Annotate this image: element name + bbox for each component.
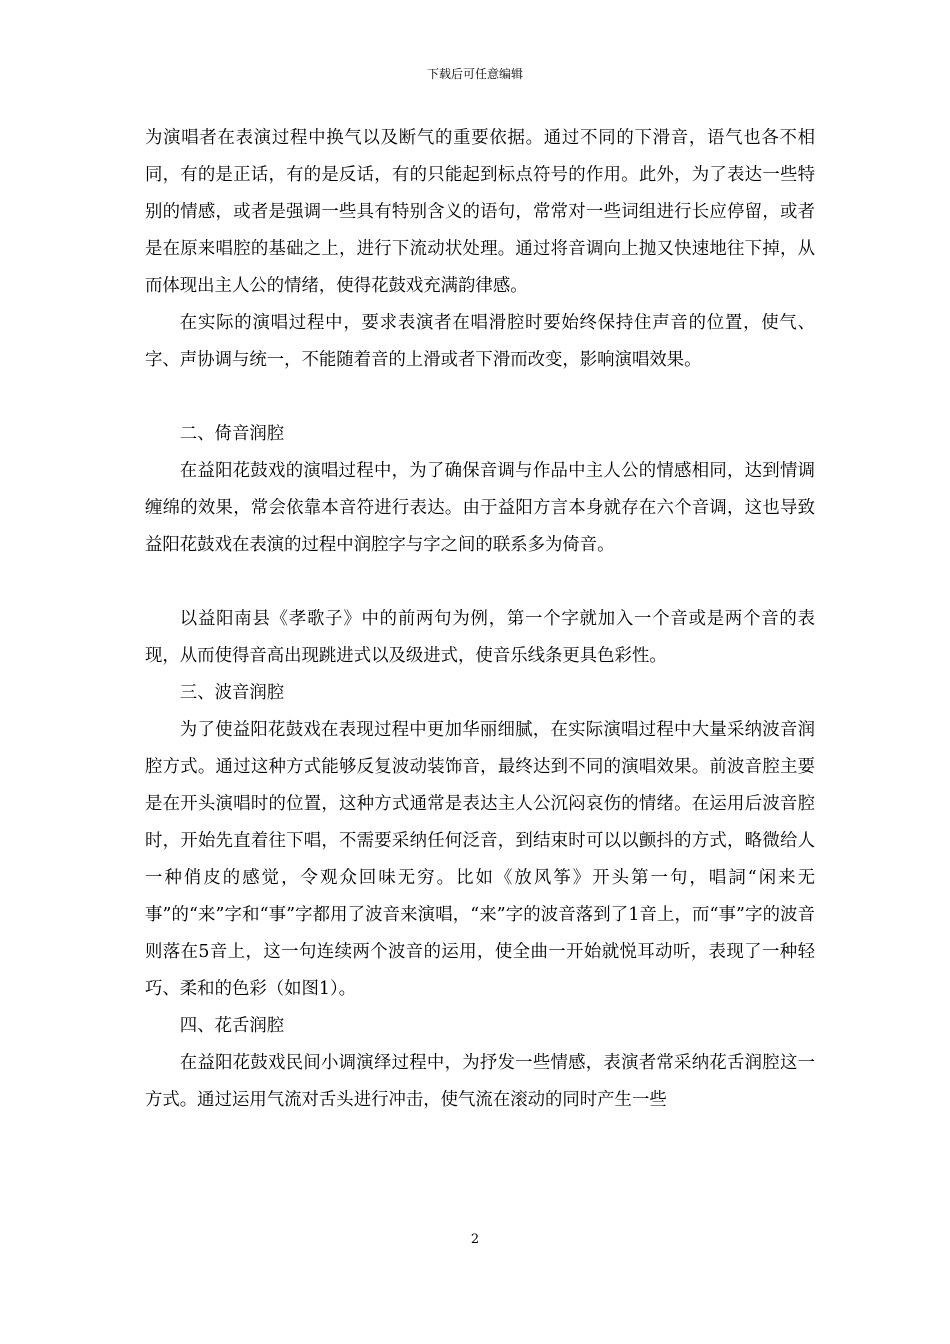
section-heading: 二、倚音润腔 — [179, 424, 285, 444]
page-number: 2 — [470, 1232, 480, 1247]
paragraph: 在益阳花鼓戏的演唱过程中，为了确保音调与作品中主人公的情感相同，达到情调缠绵的效果，常会依靠本音符进行表达。由于益阳方言本身就存在六个音调，这也导致益阳花鼓戏在表演的过程中润腔字与字之间的联系多为倚音。 — [145, 461, 815, 555]
paragraph: 在益阳花鼓戏民间小调演绎过程中，为抒发一些情感，表演者常采纳花舌润腔这一方式。通过运用气流对舌头进行冲击，使气流在滚动的同时产生一些 — [145, 1053, 815, 1110]
paragraph: 为了使益阳花鼓戏在表现过程中更加华丽细腻，在实际演唱过程中大量采纳波音润腔方式。通过这种方式能够反复波动装饰音，最终达到不同的演唱效果。前波音腔主要是在开头演唱时的位置，这种方式通常是表达主人公沉闷哀伤的情绪。在运用后波音腔时，开始先直着往下唱，不需要采纳任何泛音，到结束时可以以颤抖的方式，略微给人一种俏皮的感觉，令观众回味无穷。比如《放风筝》开头第一句，唱詞“闲来无事”的“来”字和“事”字都用了波音来演唱，“来”字的波音落到了1音上，而“事”字的波音则落在5音上，这一句连续两个波音的运用，使全曲一开始就悦耳动听，表现了一种轻巧、柔和的色彩（如图1）。 — [145, 720, 815, 999]
paragraph: 以益阳南县《孝歌子》中的前两句为例，第一个字就加入一个音或是两个音的表现，从而使得音高出现跳进式以及级进式，使音乐线条更具色彩性。 — [145, 609, 815, 666]
section-heading: 四、花舌润腔 — [179, 1016, 285, 1036]
paragraph: 为演唱者在表演过程中换气以及断气的重要依据。通过不同的下滑音，语气也各不相同，有的是正话，有的是反话，有的只能起到标点符号的作用。此外，为了表达一些特别的情感，或者是强调一些具有特别含义的语句，常常对一些词组进行长应停留，或者是在原来唱腔的基础之上，进行下流动状处理。通过将音调向上抛又快速地往下掉，从而体现出主人公的情绪，使得花鼓戏充满韵律感。 — [145, 128, 815, 296]
paragraph: 在实际的演唱过程中，要求表演者在唱滑腔时要始终保持住声音的位置，使气、字、声协调与统一，不能随着音的上滑或者下滑而改变，影响演唱效果。 — [145, 313, 815, 370]
page-header: 下载后可任意编辑 — [426, 67, 523, 81]
spacer — [145, 379, 815, 416]
spacer — [145, 564, 815, 601]
document-body — [145, 120, 815, 1119]
section-heading: 三、波音润腔 — [179, 683, 285, 703]
